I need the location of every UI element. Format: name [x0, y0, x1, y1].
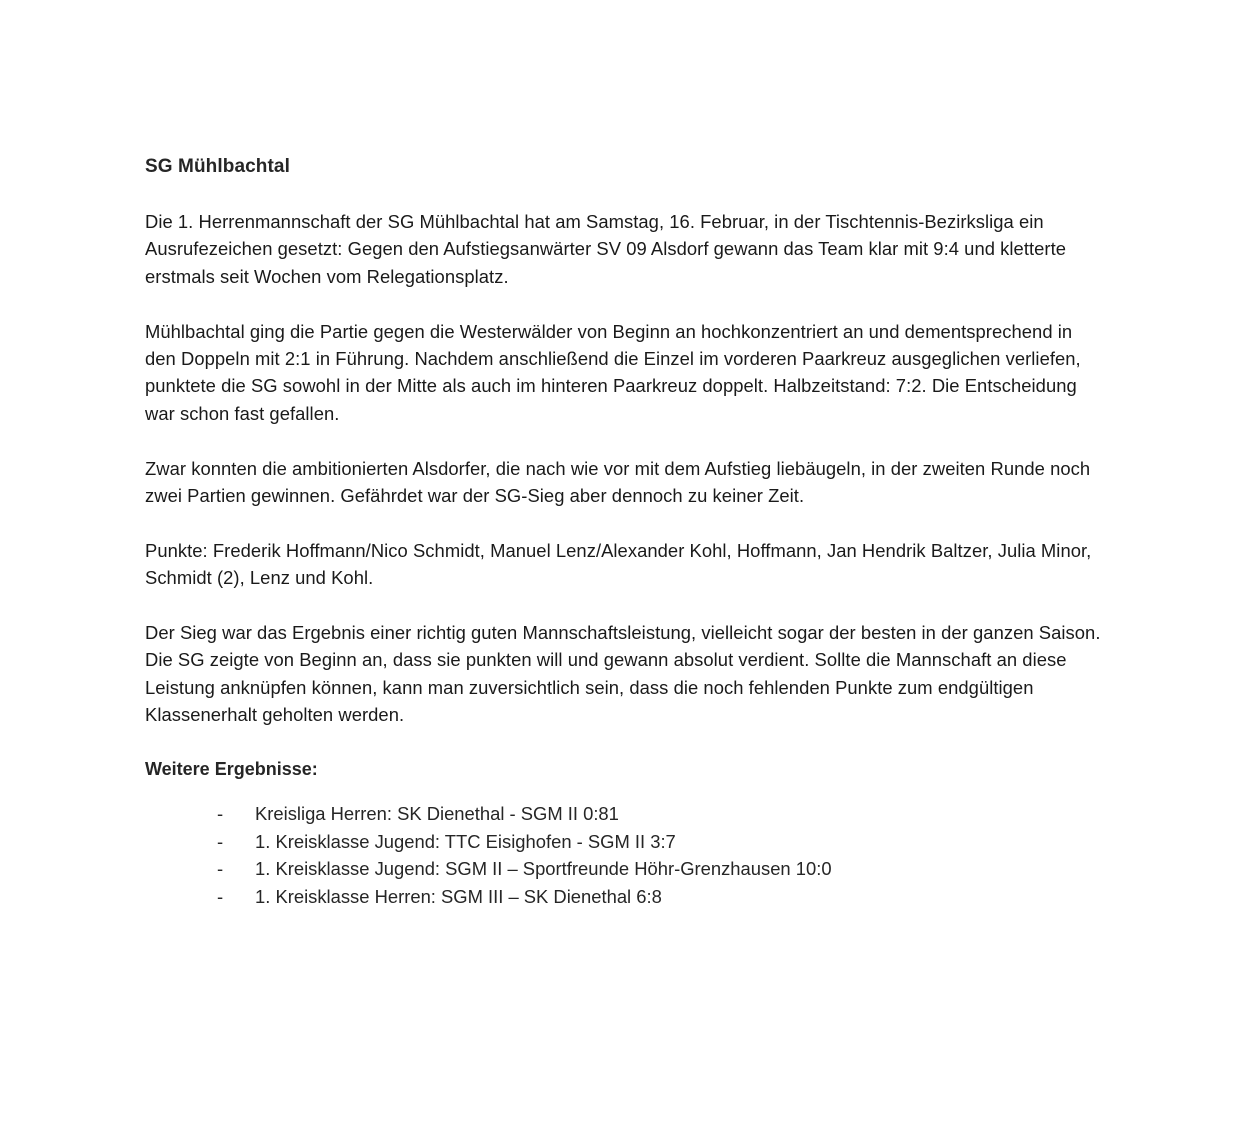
- results-list-item: [145, 883, 1105, 911]
- document-page: [145, 153, 1105, 910]
- results-heading: Weitere Ergebnisse:: [145, 759, 318, 780]
- paragraph-second-round: Zwar konnten die ambitionierten Alsdorfer, die nach wie vor mit dem Aufstieg liebäugeln, in der zweiten Runde noch zwei Partien gewinnen. Gefährdet war der SG-Sieg aber dennoch zu keiner Zeit.: [145, 457, 1091, 507]
- paragraph-match-summary: Die 1. Herrenmannschaft der SG Mühlbachtal hat am Samstag, 16. Februar, in der Tischtennis-Bezirksliga ein Ausrufezeichen gesetzt: Gegen den Aufstiegsanwärter SV 09 Alsdorf gewann das Team klar mit 9:4 und kletterte erstmals seit Wochen vom Relegationsplatz.: [145, 211, 1067, 287]
- paragraph-conclusion: Der Sieg war das Ergebnis einer richtig guten Mannschaftsleistung, vielleicht sogar der besten in der ganzen Saison. Die SG zeigte von Beginn an, dass sie punkten will und gewann absolut verdient. Sollte die Mannschaft an diese Leistung anknüpfen können, kann man zuversichtlich sein, dass die noch fehlenden Punkte zum endgültigen Klassenerhalt geholten werden.: [145, 622, 1101, 726]
- paragraph-points: Punkte: Frederik Hoffmann/Nico Schmidt, Manuel Lenz/Alexander Kohl, Hoffmann, Jan Hendrik Baltzer, Julia Minor, Schmidt (2), Lenz und Kohl.: [145, 539, 1092, 589]
- result-text: 1. Kreisklasse Jugend: SGM II – Sportfreunde Höhr-Grenzhausen 10:0: [255, 858, 832, 880]
- paragraph-match-progress: Mühlbachtal ging die Partie gegen die Westerwälder von Beginn an hochkonzentriert an und dementsprechend in den Doppeln mit 2:1 in Führung. Nachdem anschließend die Einzel im vorderen Paarkreuz ausgeglichen verliefen, punktete die SG sowohl in der Mitte als auch im hinteren Paarkreuz doppelt. Halbzeitstand: 7:2. Die Entscheidung war schon fast gefallen.: [145, 320, 1081, 424]
- bullet-dash: -: [217, 885, 224, 907]
- bullet-dash: -: [217, 830, 224, 852]
- results-list: [145, 800, 1105, 910]
- bullet-dash: -: [217, 803, 224, 825]
- results-list-item: [145, 855, 1105, 883]
- result-text: Kreisliga Herren: SK Dienethal - SGM II 0:81: [255, 803, 619, 825]
- result-text: 1. Kreisklasse Jugend: TTC Eisighofen - SGM II 3:7: [255, 830, 676, 852]
- bullet-dash: -: [217, 858, 224, 880]
- result-text: 1. Kreisklasse Herren: SGM III – SK Dienethal 6:8: [255, 885, 662, 907]
- document-title: SG Mühlbachtal: [145, 156, 290, 177]
- results-list-item: [145, 828, 1105, 856]
- results-list-item: [145, 800, 1105, 828]
